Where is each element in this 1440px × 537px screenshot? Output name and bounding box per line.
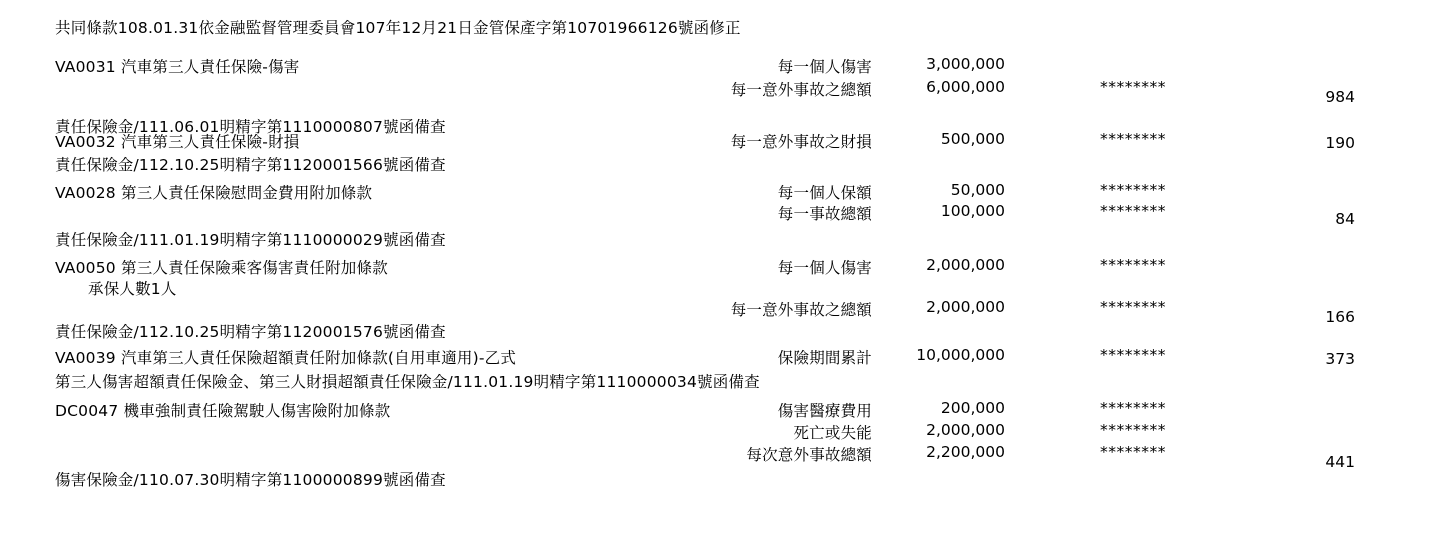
premium-amount: 166 <box>1325 308 1355 326</box>
coverage-filing-note: 責任保險金/111.01.19明精字第1110000029號函備查 <box>55 231 446 249</box>
table-row <box>0 399 1440 421</box>
masked-value: ******** <box>1100 399 1166 417</box>
coverage-name: VA0039 汽車第三人責任保險超額責任附加條款(自用車適用)-乙式 <box>55 349 517 367</box>
coverage-limit-label: 保險期間累計 <box>777 349 872 367</box>
coverage-name: VA0031 汽車第三人責任保險-傷害 <box>55 58 300 76</box>
coverage-filing-note: 責任保險金/111.06.01明精字第1110000807號函備查 <box>55 118 446 136</box>
coverage-limit-label: 每一意外事故之財損 <box>730 133 872 151</box>
coverage-limit-label: 每一個人傷害 <box>777 259 872 277</box>
coverage-amount: 10,000,000 <box>916 346 1005 364</box>
coverage-amount: 100,000 <box>940 202 1005 220</box>
masked-value: ******** <box>1100 421 1166 439</box>
coverage-filing-note: 責任保險金/112.10.25明精字第1120001566號函備查 <box>55 156 446 174</box>
coverage-amount: 2,200,000 <box>926 443 1005 461</box>
coverage-amount: 2,000,000 <box>926 256 1005 274</box>
premium-amount: 984 <box>1325 88 1355 106</box>
coverage-amount: 2,000,000 <box>926 421 1005 439</box>
masked-value: ******** <box>1100 298 1166 316</box>
coverage-filing-note: 第三人傷害超額責任保險金、第三人財損超額責任保險金/111.01.19明精字第1110000034號函備查 <box>55 373 760 391</box>
coverage-amount: 2,000,000 <box>926 298 1005 316</box>
table-row <box>0 277 1440 299</box>
coverage-name: VA0028 第三人責任保險慰問金費用附加條款 <box>55 184 373 202</box>
table-row <box>0 181 1440 203</box>
masked-value: ******** <box>1100 202 1166 220</box>
coverage-limit-label: 每一意外事故之總額 <box>730 301 872 319</box>
coverage-limit-label: 每一事故總額 <box>777 205 872 223</box>
coverage-limit-label: 每一個人傷害 <box>777 58 872 76</box>
table-row <box>0 443 1440 471</box>
masked-value: ******** <box>1100 256 1166 274</box>
table-row <box>0 320 1440 342</box>
coverage-amount: 500,000 <box>940 130 1005 148</box>
coverage-limit-label: 傷害醫療費用 <box>777 402 872 420</box>
coverage-name: 承保人數1人 <box>88 280 177 298</box>
coverage-amount: 6,000,000 <box>926 78 1005 96</box>
table-row <box>0 346 1440 368</box>
coverage-limit-label: 死亡或失能 <box>793 424 872 442</box>
coverage-filing-note: 責任保險金/112.10.25明精字第1120001576號函備查 <box>55 323 446 341</box>
coverage-name: DC0047 機車強制責任險駕駛人傷害險附加條款 <box>55 402 391 420</box>
coverage-amount: 3,000,000 <box>926 55 1005 73</box>
coverage-limit-label: 每次意外事故總額 <box>746 446 872 464</box>
masked-value: ******** <box>1100 130 1166 148</box>
table-row <box>0 370 1440 392</box>
masked-value: ******** <box>1100 443 1166 461</box>
common-clause-header-note: 共同條款108.01.31依金融監督管理委員會107年12月21日金管保產字第10701966126號函修正 <box>55 19 741 37</box>
table-row <box>0 130 1440 152</box>
masked-value: ******** <box>1100 78 1166 96</box>
coverage-name: VA0032 汽車第三人責任保險-財損 <box>55 133 300 151</box>
premium-amount: 190 <box>1325 134 1355 152</box>
table-row <box>0 202 1440 228</box>
coverage-amount: 50,000 <box>950 181 1005 199</box>
premium-amount: 441 <box>1325 453 1355 471</box>
masked-value: ******** <box>1100 181 1166 199</box>
table-row <box>0 55 1440 77</box>
table-row <box>0 468 1440 490</box>
coverage-amount: 200,000 <box>940 399 1005 417</box>
table-row <box>0 153 1440 175</box>
table-row <box>0 421 1440 443</box>
table-row <box>0 298 1440 326</box>
coverage-limit-label: 每一意外事故之總額 <box>730 81 872 99</box>
table-row <box>0 256 1440 278</box>
table-row <box>0 78 1440 106</box>
table-row <box>0 228 1440 250</box>
masked-value: ******** <box>1100 346 1166 364</box>
coverage-filing-note: 傷害保險金/110.07.30明精字第1100000899號函備查 <box>55 471 446 489</box>
coverage-limit-label: 每一個人保額 <box>777 184 872 202</box>
premium-amount: 373 <box>1325 350 1355 368</box>
coverage-name: VA0050 第三人責任保險乘客傷害責任附加條款 <box>55 259 388 277</box>
premium-amount: 84 <box>1335 210 1355 228</box>
